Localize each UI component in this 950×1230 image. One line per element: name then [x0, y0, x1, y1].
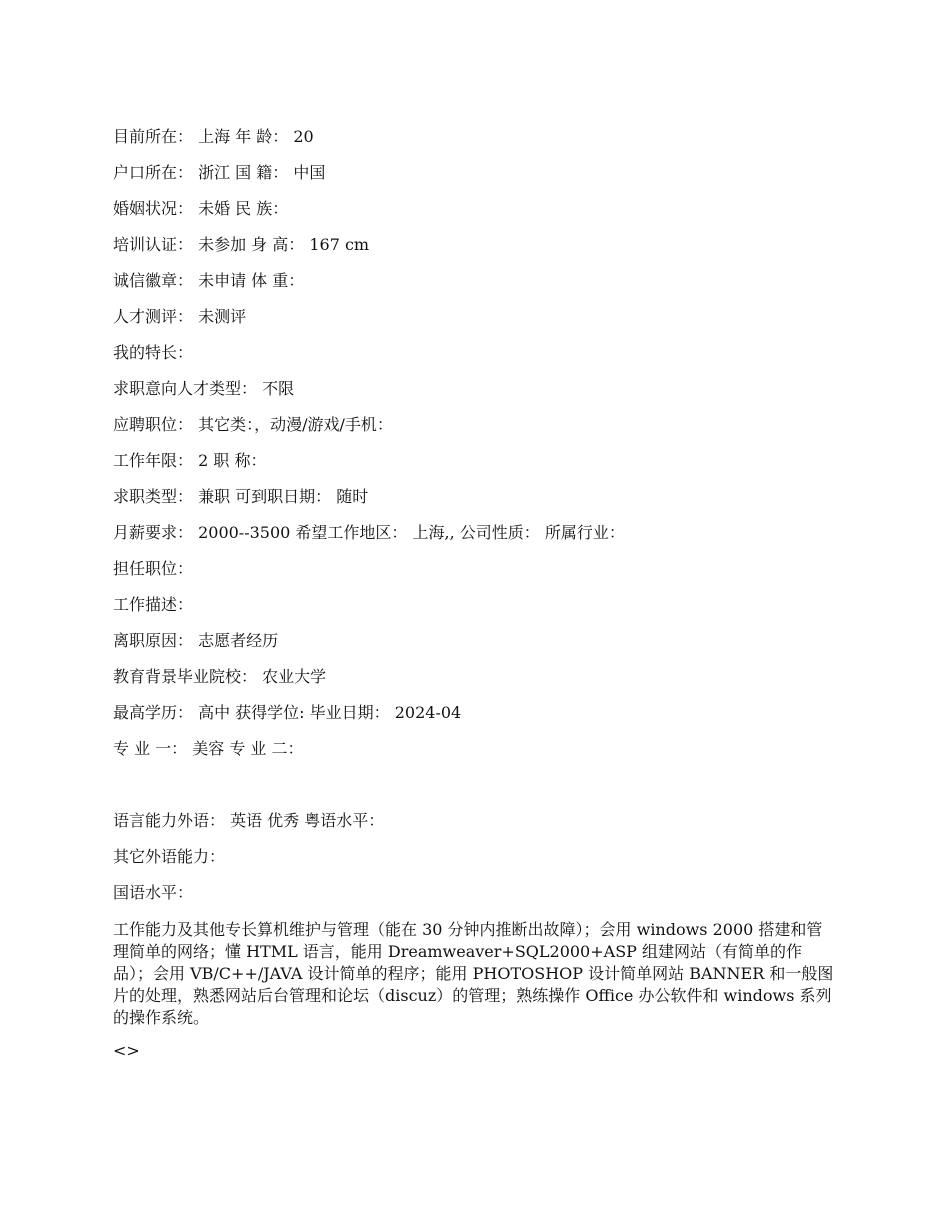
applied-position-line: 应聘职位： 其它类：，动漫/游戏/手机： — [113, 415, 393, 434]
specialty-line: 我的特长： — [113, 343, 194, 362]
section-gap — [113, 773, 838, 809]
held-position-line: 担任职位： — [113, 559, 194, 578]
talent-type-line: 求职意向人才类型： 不限 — [113, 379, 295, 398]
education-school-line: 教育背景毕业院校： 农业大学 — [113, 667, 327, 686]
leave-reason-line: 离职原因： 志愿者经历 — [113, 631, 279, 650]
integrity-badge-line: 诚信徽章： 未申请 体 重： — [113, 271, 305, 290]
job-type-line: 求职类型： 兼职 可到职日期： 随时 — [113, 487, 369, 506]
marital-status-line: 婚姻状况： 未婚 民 族： — [113, 199, 289, 218]
resume-document — [113, 125, 838, 1063]
job-description-line: 工作描述： — [113, 595, 194, 614]
talent-assessment-line: 人才测评： 未测评 — [113, 307, 247, 326]
salary-line: 月薪要求： 2000--3500 希望工作地区： 上海,, 公司性质： 所属行业： — [113, 523, 625, 542]
major-line: 专 业 一： 美容 专 业 二： — [113, 739, 304, 758]
mandarin-level-line: 国语水平： — [113, 883, 194, 902]
skills-paragraph: 工作能力及其他专长算机维护与管理（能在 30 分钟内推断出故障）；会用 windows 2000 搭建和管理简单的网络；懂 HTML 语言，能用 Dreamweaver+SQL2000+ASP 组建网站（有简单的作品）；会用 VB/C++/JAVA 设计简单的程序；能用 PHOTOSHOP 设计简单网站 BANNER 和一般图片的处理，熟悉网站后台管理和论坛（discuz）的管理；熟练操作 Office 办公软件和 windows 系列的操作系统。 — [113, 920, 834, 1027]
trailing-text: <> — [113, 1041, 140, 1060]
highest-education-line: 最高学历： 高中 获得学位: 毕业日期： 2024-04 — [113, 703, 462, 722]
current-location-line: 目前所在： 上海 年 龄： 20 — [113, 127, 314, 146]
training-line: 培训认证： 未参加 身 高： 167 cm — [113, 235, 370, 254]
hukou-line: 户口所在： 浙江 国 籍： 中国 — [113, 163, 326, 182]
work-years-line: 工作年限： 2 职 称： — [113, 451, 267, 470]
other-language-line: 其它外语能力： — [113, 847, 226, 866]
foreign-language-line: 语言能力外语： 英语 优秀 粤语水平： — [113, 811, 385, 830]
